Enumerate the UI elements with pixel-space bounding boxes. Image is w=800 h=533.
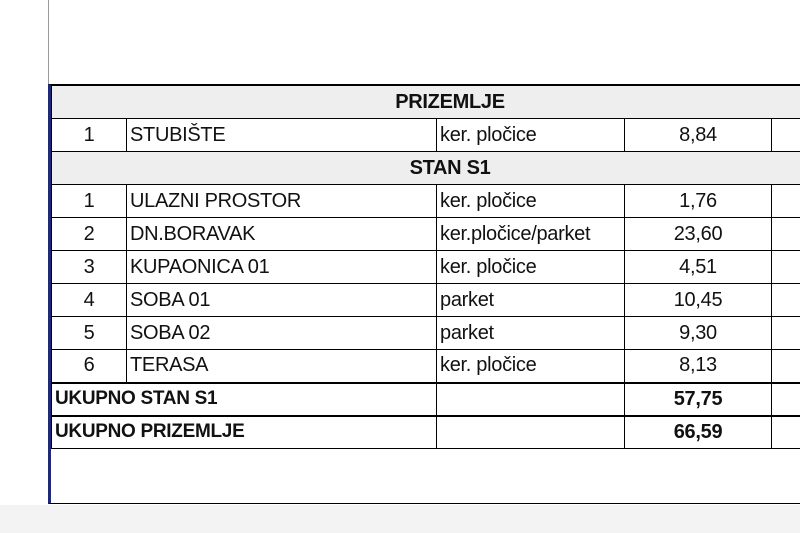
- empty-cell: [52, 449, 800, 489]
- table-row: [52, 284, 800, 317]
- room-area: 23,60: [625, 218, 772, 251]
- floor-finish: ker. pločice: [437, 350, 625, 383]
- room-name: KUPAONICA 01: [127, 251, 437, 284]
- room-area: 10,45: [625, 284, 772, 317]
- total-area: 66,59: [625, 416, 772, 449]
- room-area-table: [51, 85, 800, 489]
- empty-cell: [437, 416, 625, 449]
- total-row-stan-s1: [52, 383, 800, 416]
- table-row: [52, 218, 800, 251]
- empty-cell: [772, 218, 800, 251]
- empty-cell: [772, 119, 800, 152]
- empty-cell: [772, 284, 800, 317]
- room-name: ULAZNI PROSTOR: [127, 185, 437, 218]
- section-title: STAN S1: [52, 152, 800, 185]
- total-label: UKUPNO STAN S1: [52, 383, 437, 416]
- room-name: STUBIŠTE: [127, 119, 437, 152]
- row-number: 5: [52, 317, 127, 350]
- room-name: SOBA 02: [127, 317, 437, 350]
- row-number: 1: [52, 185, 127, 218]
- room-area: 8,13: [625, 350, 772, 383]
- empty-cell: [772, 185, 800, 218]
- floor-finish: ker. pločice: [437, 185, 625, 218]
- row-number: 2: [52, 218, 127, 251]
- total-row-prizemlje: [52, 416, 800, 449]
- empty-cell: [437, 383, 625, 416]
- row-number: 6: [52, 350, 127, 383]
- total-label: UKUPNO PRIZEMLJE: [52, 416, 437, 449]
- room-name: TERASA: [127, 350, 437, 383]
- empty-cell: [772, 350, 800, 383]
- row-number: 4: [52, 284, 127, 317]
- section-header-stan-s1: [52, 152, 800, 185]
- room-name: DN.BORAVAK: [127, 218, 437, 251]
- room-area: 9,30: [625, 317, 772, 350]
- table-row: [52, 185, 800, 218]
- empty-cell: [772, 251, 800, 284]
- section-title: PRIZEMLJE: [52, 86, 800, 119]
- page-bottom-margin: [0, 505, 800, 533]
- empty-cell: [772, 416, 800, 449]
- table-row: [52, 317, 800, 350]
- room-area: 1,76: [625, 185, 772, 218]
- table-row: [52, 251, 800, 284]
- floor-finish: parket: [437, 284, 625, 317]
- page-edge: [48, 0, 49, 84]
- room-area: 8,84: [625, 119, 772, 152]
- floor-finish: ker.pločice/parket: [437, 218, 625, 251]
- row-number: 1: [52, 119, 127, 152]
- empty-cell: [772, 383, 800, 416]
- section-header-prizemlje: [52, 86, 800, 119]
- floor-finish: ker. pločice: [437, 251, 625, 284]
- room-area: 4,51: [625, 251, 772, 284]
- row-number: 3: [52, 251, 127, 284]
- area-table-sheet: [48, 84, 800, 504]
- floor-finish: parket: [437, 317, 625, 350]
- empty-cell: [772, 317, 800, 350]
- room-name: SOBA 01: [127, 284, 437, 317]
- table-row: [52, 119, 800, 152]
- table-row: [52, 350, 800, 383]
- blank-row: [52, 449, 800, 489]
- floor-finish: ker. pločice: [437, 119, 625, 152]
- total-area: 57,75: [625, 383, 772, 416]
